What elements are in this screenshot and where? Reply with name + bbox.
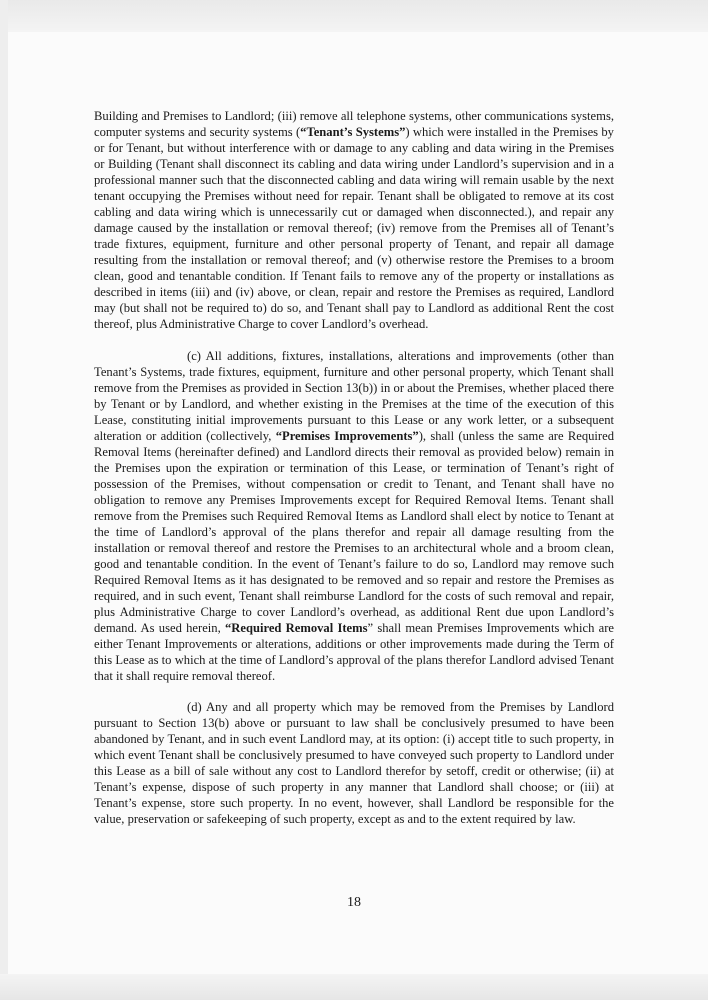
- page-number: 18: [347, 895, 361, 910]
- defined-term-required-removal-items: “Required Removal Items: [224, 621, 368, 635]
- scan-left-edge: [0, 0, 8, 1000]
- paragraph-text: (d) Any and all property which may be removed from the Premises by Landlord pursuant to Section 13(b) above or pursuant to law shall be conclusively presumed to have been abandoned by Tenant, and in such event Landlord may, at its option: (i) accept title to such property, in which event Tenant shall be conclusively presumed to have conveyed such property to Landlord under this Lease as a bill of sale without any cost to Landlord therefor by setoff, credit or otherwise; (ii) at Tenant’s expense, dispose of such property in any manner that Landlord shall choose; or (iii) at Tenant’s expense, store such property. In no event, however, shall Landlord be responsible for the value, preservation or safekeeping of such property, except as and to the extent required by law.: [94, 700, 614, 826]
- paragraph-c: [94, 348, 614, 684]
- paragraph-text: ” shall mean Premises Improvements which are either Tenant Improvements or alterations, additions or other improvements made during the Term of this Lease as to which at the time of Landlord’s approval of the plans therefor Landlord advised Tenant that it shall require removal thereof.: [94, 621, 614, 683]
- paragraph-continuation: [94, 108, 614, 332]
- scan-top-band: [0, 0, 708, 32]
- defined-term-tenants-systems: “Tenant’s Systems”: [300, 125, 406, 139]
- paragraph-text: ), shall (unless the same are Required Removal Items (hereinafter defined) and Landlord directs their removal as provided below) remain in the Premises upon the expiration or termination of this Lease, or termination of Tenant’s right of possession of the Premises, without compensation or credit to Tenant, and Tenant shall have no obligation to remove any Premises Improvements except for Required Removal Items. Tenant shall remove from the Premises such Required Removal Items as Landlord shall elect by notice to Tenant at the time of Landlord’s approval of the plans therefor and repair all damage resulting from the installation or removal thereof and restore the Premises to an architectural whole and a broom clean, good and tenantable condition. In the event of Tenant’s failure to do so, Landlord may remove such Required Removal Items as it has designated to be removed and so repair and restore the Premises as required, and in such event, Tenant shall reimburse Landlord for the costs of such removal and repair, plus Administrative Charge to cover Landlord’s overhead, as additional Rent due upon Landlord’s demand. As used herein,: [94, 429, 615, 635]
- paragraph-text: Building and Premises to Landlord; (iii) remove all telephone systems, other communications systems, computer systems and security systems (: [94, 109, 614, 139]
- paragraph-d: [94, 699, 614, 827]
- defined-term-premises-improvements: “Premises Improvements”: [275, 429, 419, 443]
- paragraph-text: ) which were installed in the Premises by or for Tenant, but without interference with or damage to any cabling and data wiring in the Premises or Building (Tenant shall disconnect its cabling and data wiring under Landlord’s supervision and in a professional manner such that the disconnected cabling and data wiring will remain usable by the next tenant occupying the Premises without need for repair. Tenant shall be obligated to remove at its cost cabling and data wiring which is unnecessarily cut or damaged when disconnected.), and repair any damage caused by the installation or removal thereof; (iv) remove from the Premises all of Tenant’s trade fixtures, equipment, furniture and other personal property of Tenant, and repair all damage resulting from the installation or removal thereof; and (v) otherwise restore the Premises to a broom clean, good and tenantable condition. If Tenant fails to remove any of the property or installations as described in items (iii) and (iv) above, or clean, repair and restore the Premises as required, Landlord may (but shall not be required to) do so, and Tenant shall pay to Landlord as additional Rent the cost thereof, plus Administrative Charge to cover Landlord’s overhead.: [94, 125, 614, 331]
- scan-bottom-band: [0, 974, 708, 1000]
- paragraph-text: (c) All additions, fixtures, installations, alterations and improvements (other than Tenant’s Systems, trade fixtures, equipment, furniture and other personal property, which Tenant shall remove from the Premises as provided in Section 13(b)) in or about the Premises, whether placed there by Tenant or by Landlord, and whether existing in the Premises at the time of the execution of this Lease, constituting initial improvements pursuant to this Lease or any work letter, or a subsequent alteration or addition (collectively,: [94, 349, 614, 443]
- document-body: [94, 108, 614, 827]
